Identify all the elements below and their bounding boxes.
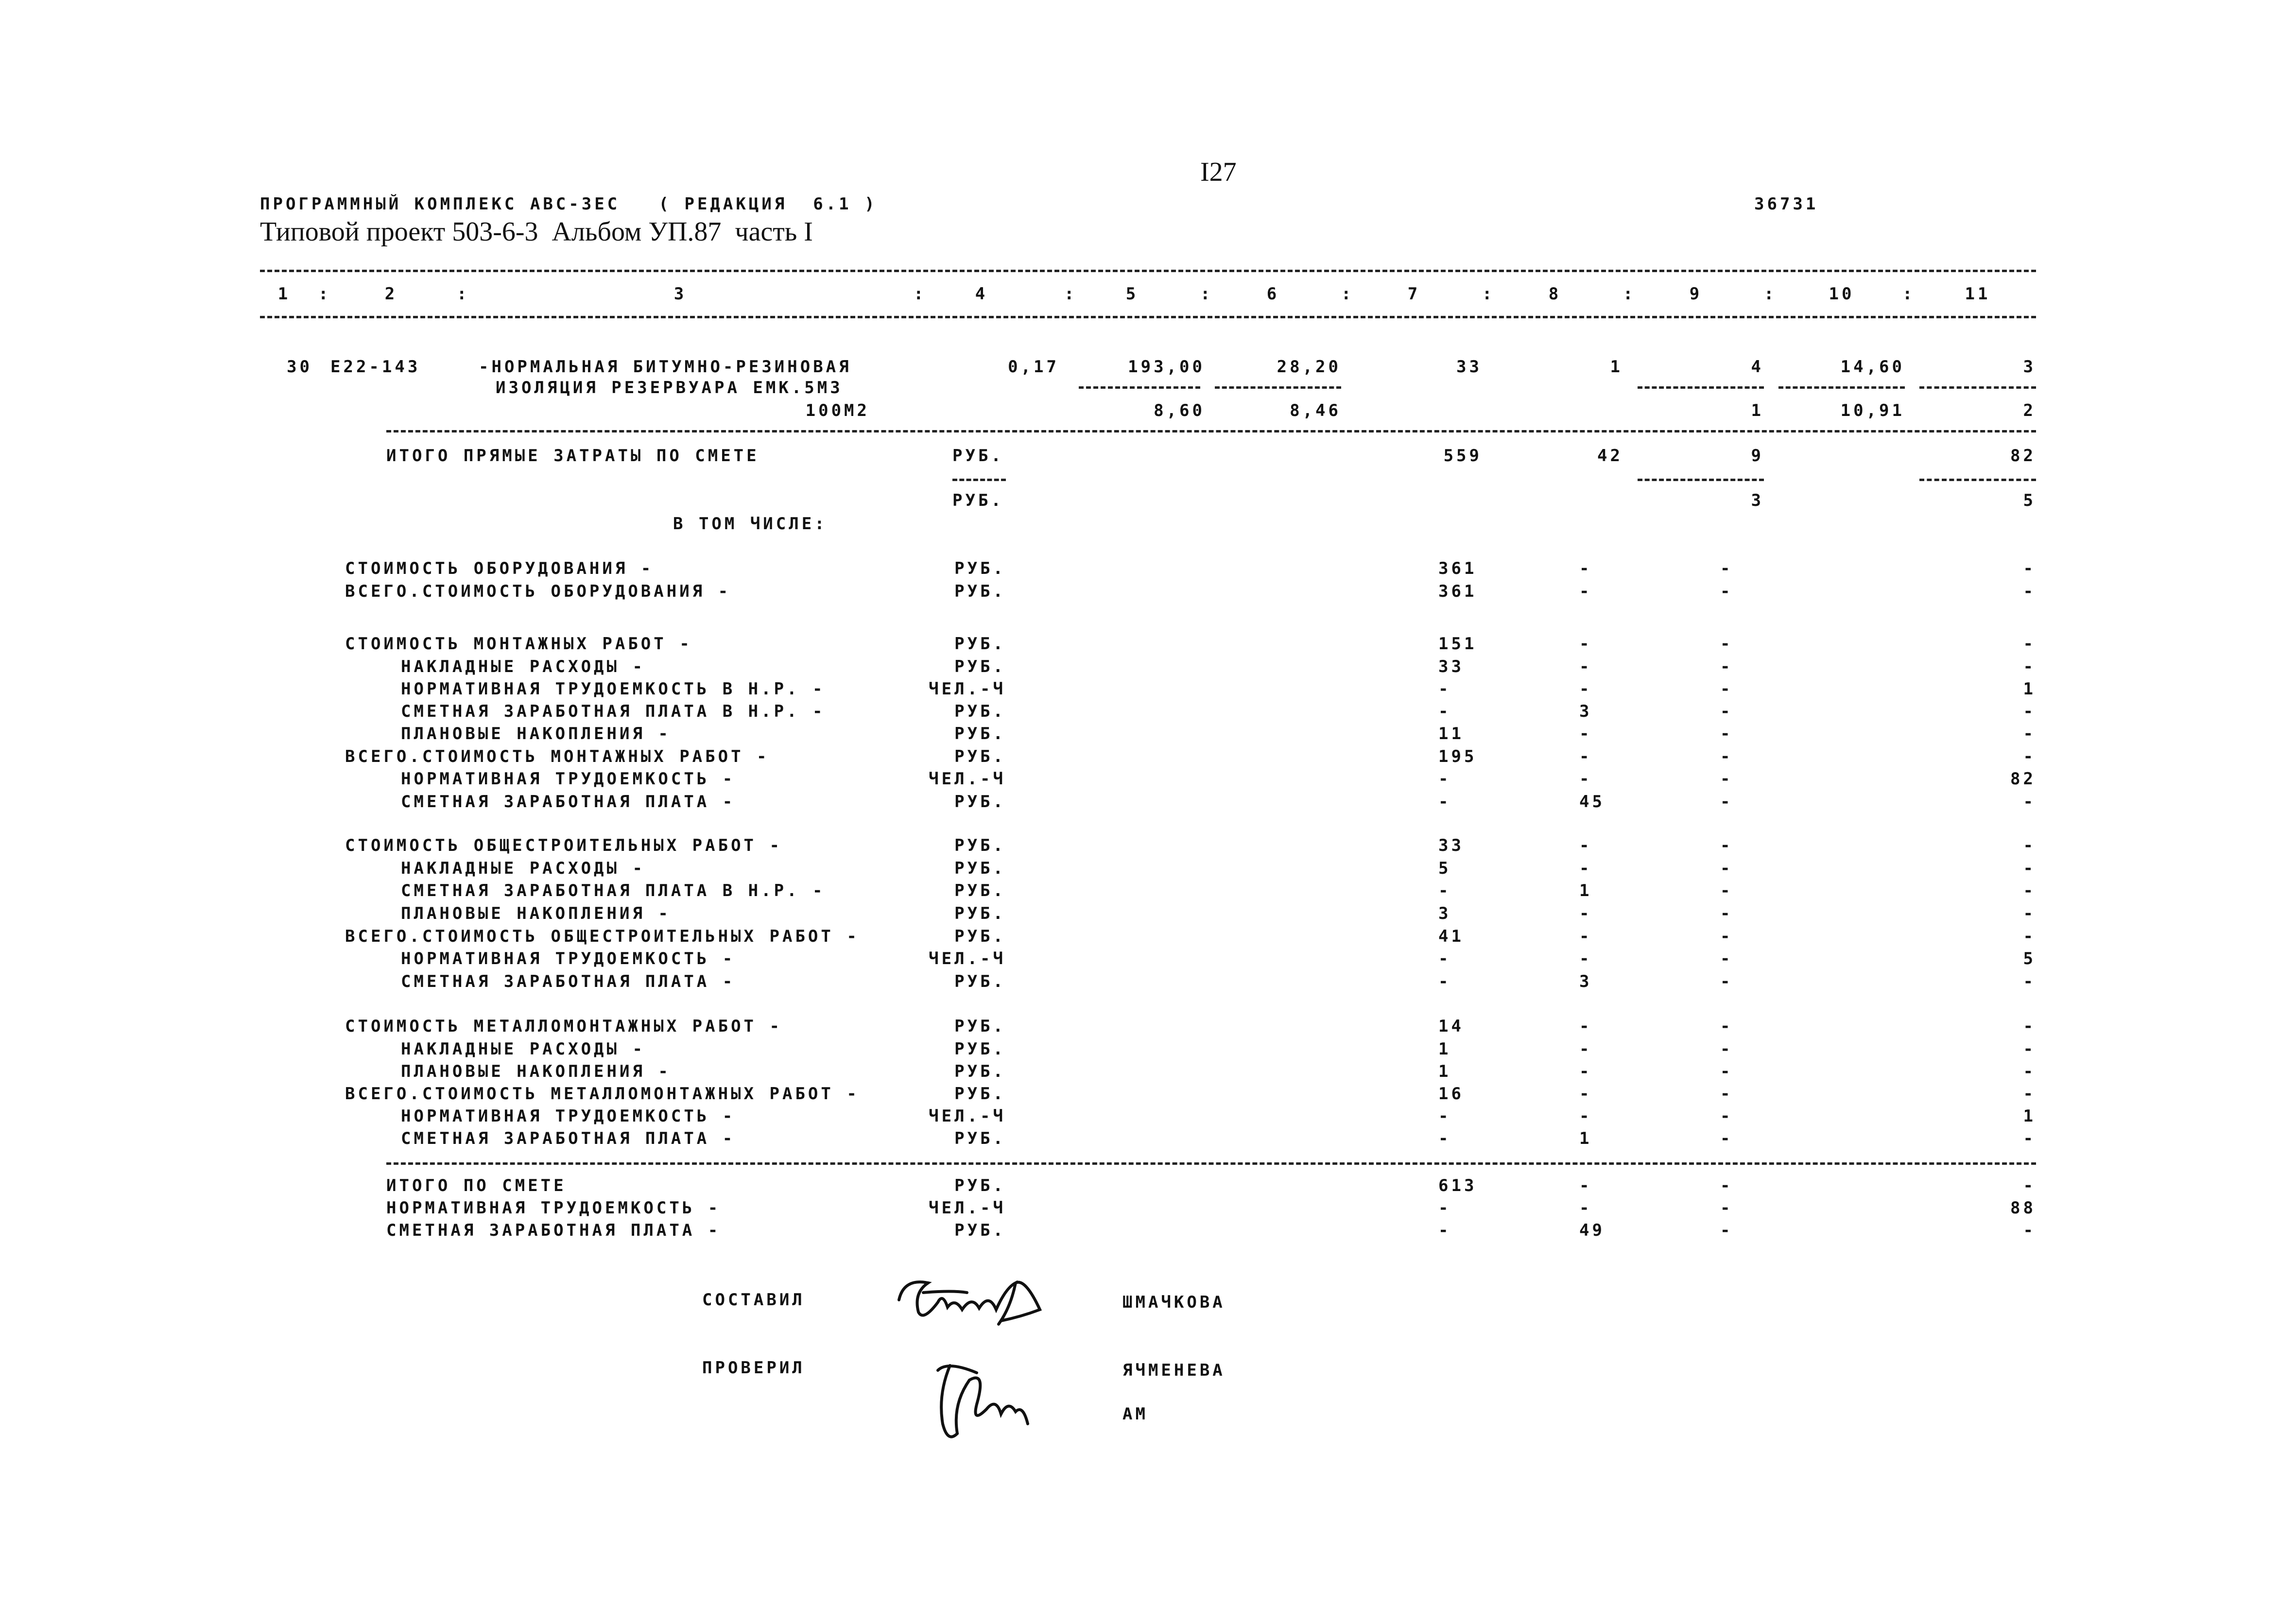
col-separator: : — [1064, 284, 1077, 304]
row-col11: - — [2023, 1129, 2036, 1148]
direct-costs-unit: РУБ. — [952, 446, 1004, 466]
col-header-2: 2 — [384, 284, 398, 304]
col-header-7: 7 — [1407, 284, 1421, 304]
col-header-10: 10 — [1829, 284, 1855, 304]
totals-col11: - — [2023, 1176, 2036, 1195]
row-label: НОРМАТИВНАЯ ТРУДОЕМКОСТЬ - — [401, 1106, 736, 1126]
col-separator: : — [1341, 284, 1354, 304]
row-col8: - — [1579, 1062, 1592, 1081]
row-col9: - — [1720, 1106, 1733, 1126]
row-unit: РУБ. — [954, 634, 1006, 654]
item-col5-second: 8,60 — [1154, 401, 1205, 420]
row-col7: 151 — [1438, 634, 1477, 654]
direct-costs-col11-second: 5 — [2023, 491, 2036, 510]
row-col8: - — [1579, 747, 1592, 766]
row-col8: - — [1579, 836, 1592, 855]
including-label: В ТОМ ЧИСЛЕ: — [673, 514, 828, 534]
row-col7: - — [1438, 1129, 1451, 1148]
row-col9: - — [1720, 949, 1733, 968]
row-col9: - — [1720, 904, 1733, 923]
totals-col11: - — [2023, 1221, 2036, 1240]
totals-unit: РУБ. — [954, 1221, 1006, 1240]
row-col7: 1 — [1438, 1062, 1451, 1081]
item-col6-second: 8,46 — [1290, 401, 1341, 420]
row-col7: 5 — [1438, 859, 1451, 878]
row-unit: РУБ. — [954, 559, 1006, 578]
item-rule-bottom — [386, 430, 2036, 432]
row-col8: - — [1579, 927, 1592, 946]
row-col11: - — [2023, 1017, 2036, 1036]
item-col9-second: 1 — [1751, 401, 1764, 420]
row-col7: - — [1438, 949, 1451, 968]
item-subrule-11 — [1919, 386, 2036, 389]
col-separator: : — [914, 284, 927, 304]
row-label: НОРМАТИВНАЯ ТРУДОЕМКОСТЬ - — [401, 949, 736, 968]
row-label: СТОИМОСТЬ ОБОРУДОВАНИЯ - — [345, 559, 654, 578]
row-label: СТОИМОСТЬ МОНТАЖНЫХ РАБОТ - — [345, 634, 692, 654]
row-unit: РУБ. — [954, 582, 1006, 601]
row-col9: - — [1720, 792, 1733, 812]
row-label: ВСЕГО.СТОИМОСТЬ МОНТАЖНЫХ РАБОТ - — [345, 747, 770, 766]
row-col9: - — [1720, 859, 1733, 878]
row-col11: - — [2023, 1039, 2036, 1059]
row-unit: РУБ. — [954, 1039, 1006, 1059]
row-col8: - — [1579, 1106, 1592, 1126]
col-separator: : — [1623, 284, 1636, 304]
item-subrule-9 — [1638, 386, 1764, 389]
row-label: СМЕТНАЯ ЗАРАБОТНАЯ ПЛАТА В Н.Р. - — [401, 881, 826, 900]
row-col11: - — [2023, 1062, 2036, 1081]
item-col8: 1 — [1610, 357, 1623, 377]
row-label: ВСЕГО.СТОИМОСТЬ МЕТАЛЛОМОНТАЖНЫХ РАБОТ - — [345, 1084, 860, 1104]
row-col7: 1 — [1438, 1039, 1451, 1059]
checked-by-name: ЯЧМЕНЕВА — [1122, 1361, 1226, 1380]
item-code: Е22-143 — [330, 357, 421, 377]
row-col9: - — [1720, 747, 1733, 766]
totals-label: ИТОГО ПО СМЕТЕ — [386, 1176, 567, 1195]
row-col8: - — [1579, 582, 1592, 601]
row-label: СТОИМОСТЬ ОБЩЕСТРОИТЕЛЬНЫХ РАБОТ - — [345, 836, 782, 855]
row-col8: - — [1579, 679, 1592, 699]
totals-col7: 613 — [1438, 1176, 1477, 1195]
row-col9: - — [1720, 634, 1733, 654]
row-unit: РУБ. — [954, 747, 1006, 766]
row-col9: - — [1720, 1062, 1733, 1081]
row-col11: 1 — [2023, 679, 2036, 699]
row-col7: 361 — [1438, 582, 1477, 601]
row-col8: 3 — [1579, 972, 1592, 991]
row-col7: 41 — [1438, 927, 1464, 946]
col-separator: : — [1902, 284, 1916, 304]
totals-unit: РУБ. — [954, 1176, 1006, 1195]
column-header-row — [0, 284, 2296, 309]
row-unit: РУБ. — [954, 1129, 1006, 1148]
direct-subrule-unit — [952, 479, 1006, 481]
col-header-11: 11 — [1965, 284, 1991, 304]
row-col11: - — [2023, 702, 2036, 721]
item-col7: 33 — [1456, 357, 1482, 377]
row-unit: ЧЕЛ.-Ч — [929, 769, 1006, 789]
row-col9: - — [1720, 559, 1733, 578]
row-col9: - — [1720, 1084, 1733, 1104]
program-line: ПРОГРАММНЫЙ КОМПЛЕКС АВС-3ЕС ( РЕДАКЦИЯ 6.1 ) — [260, 194, 878, 214]
row-col8: - — [1579, 1084, 1592, 1104]
row-col8: 1 — [1579, 1129, 1592, 1148]
row-col11: - — [2023, 972, 2036, 991]
compiled-by-label: СОСТАВИЛ — [702, 1290, 805, 1310]
row-label: ПЛАНОВЫЕ НАКОПЛЕНИЯ - — [401, 724, 671, 743]
totals-col11: 88 — [2010, 1198, 2036, 1218]
col-header-4: 4 — [975, 284, 988, 304]
item-col10-second: 10,91 — [1840, 401, 1905, 420]
row-label: ВСЕГО.СТОИМОСТЬ ОБОРУДОВАНИЯ - — [345, 582, 731, 601]
row-label: НАКЛАДНЫЕ РАСХОДЫ - — [401, 859, 645, 878]
row-unit: ЧЕЛ.-Ч — [929, 949, 1006, 968]
row-col9: - — [1720, 836, 1733, 855]
row-unit: РУБ. — [954, 792, 1006, 812]
totals-col9: - — [1720, 1221, 1733, 1240]
row-unit: РУБ. — [954, 972, 1006, 991]
item-subrule-6 — [1215, 386, 1341, 389]
row-col9: - — [1720, 582, 1733, 601]
row-col9: - — [1720, 702, 1733, 721]
row-col9: - — [1720, 972, 1733, 991]
item-col5: 193,00 — [1128, 357, 1205, 377]
row-col7: 11 — [1438, 724, 1464, 743]
row-col7: 33 — [1438, 836, 1464, 855]
row-col8: - — [1579, 769, 1592, 789]
row-label: НАКЛАДНЫЕ РАСХОДЫ - — [401, 1039, 645, 1059]
item-description-2: ИЗОЛЯЦИЯ РЕЗЕРВУАРА ЕМК.5М3 — [496, 378, 843, 397]
row-label: НОРМАТИВНАЯ ТРУДОЕМКОСТЬ - — [401, 769, 736, 789]
row-col8: - — [1579, 657, 1592, 676]
row-col7: 33 — [1438, 657, 1464, 676]
totals-unit: ЧЕЛ.-Ч — [929, 1198, 1006, 1218]
item-col4: 0,17 — [1008, 357, 1059, 377]
col-separator: : — [1200, 284, 1213, 304]
row-col7: - — [1438, 769, 1451, 789]
row-col7: 361 — [1438, 559, 1477, 578]
row-col11: - — [2023, 792, 2036, 812]
row-unit: РУБ. — [954, 1017, 1006, 1036]
row-col11: - — [2023, 836, 2036, 855]
direct-costs-col9: 9 — [1751, 446, 1764, 466]
row-unit: ЧЕЛ.-Ч — [929, 679, 1006, 699]
item-number: 30 — [287, 357, 312, 377]
row-col7: - — [1438, 881, 1451, 900]
col-separator: : — [457, 284, 470, 304]
col-header-1: 1 — [277, 284, 291, 304]
item-col11: 3 — [2023, 357, 2036, 377]
row-col8: 45 — [1579, 792, 1605, 812]
compiled-by-name: ШМАЧКОВА — [1122, 1293, 1226, 1312]
totals-col9: - — [1720, 1198, 1733, 1218]
row-unit: РУБ. — [954, 1062, 1006, 1081]
row-label: НОРМАТИВНАЯ ТРУДОЕМКОСТЬ В Н.Р. - — [401, 679, 826, 699]
row-label: СМЕТНАЯ ЗАРАБОТНАЯ ПЛАТА - — [401, 792, 736, 812]
row-col8: 1 — [1579, 881, 1592, 900]
row-col11: - — [2023, 582, 2036, 601]
item-col10: 14,60 — [1840, 357, 1905, 377]
row-unit: РУБ. — [954, 657, 1006, 676]
row-unit: РУБ. — [954, 702, 1006, 721]
item-description-1: -НОРМАЛЬНАЯ БИТУМНО-РЕЗИНОВАЯ — [479, 357, 852, 377]
row-col8: - — [1579, 1017, 1592, 1036]
direct-costs-label: ИТОГО ПРЯМЫЕ ЗАТРАТЫ ПО СМЕТЕ — [386, 446, 760, 466]
totals-col8: - — [1579, 1176, 1592, 1195]
row-col8: - — [1579, 904, 1592, 923]
row-col11: 82 — [2010, 769, 2036, 789]
item-subrule-10 — [1778, 386, 1905, 389]
row-col11: - — [2023, 657, 2036, 676]
row-col11: - — [2023, 927, 2036, 946]
col-header-8: 8 — [1548, 284, 1562, 304]
col-header-5: 5 — [1125, 284, 1139, 304]
row-label: СМЕТНАЯ ЗАРАБОТНАЯ ПЛАТА - — [401, 1129, 736, 1148]
checked-by-name-2: АМ — [1122, 1404, 1148, 1424]
direct-costs-col7: 559 — [1443, 446, 1482, 466]
direct-costs-unit-2: РУБ. — [952, 491, 1004, 510]
row-col7: 195 — [1438, 747, 1477, 766]
row-unit: РУБ. — [954, 927, 1006, 946]
row-col7: 16 — [1438, 1084, 1464, 1104]
row-label: СМЕТНАЯ ЗАРАБОТНАЯ ПЛАТА - — [401, 972, 736, 991]
row-col7: - — [1438, 1106, 1451, 1126]
row-col11: 1 — [2023, 1106, 2036, 1126]
item-unit: 100М2 — [805, 401, 870, 420]
row-col8: 3 — [1579, 702, 1592, 721]
row-col8: - — [1579, 634, 1592, 654]
row-col7: 14 — [1438, 1017, 1464, 1036]
row-col8: - — [1579, 724, 1592, 743]
row-col7: - — [1438, 972, 1451, 991]
totals-col7: - — [1438, 1221, 1451, 1240]
row-col9: - — [1720, 927, 1733, 946]
direct-subrule-9 — [1638, 479, 1764, 481]
row-unit: РУБ. — [954, 881, 1006, 900]
row-col7: - — [1438, 679, 1451, 699]
row-col9: - — [1720, 881, 1733, 900]
row-unit: РУБ. — [954, 724, 1006, 743]
row-col7: - — [1438, 702, 1451, 721]
checked-by-label: ПРОВЕРИЛ — [702, 1358, 805, 1378]
direct-costs-col9-second: 3 — [1751, 491, 1764, 510]
row-col9: - — [1720, 1039, 1733, 1059]
col-separator: : — [1764, 284, 1777, 304]
row-col9: - — [1720, 724, 1733, 743]
direct-costs-col11: 82 — [2010, 446, 2036, 466]
row-col11: - — [2023, 881, 2036, 900]
row-unit: ЧЕЛ.-Ч — [929, 1106, 1006, 1126]
row-label: ПЛАНОВЫЕ НАКОПЛЕНИЯ - — [401, 904, 671, 923]
col-header-3: 3 — [673, 284, 687, 304]
totals-rule-top — [386, 1162, 2036, 1165]
totals-col8: - — [1579, 1198, 1592, 1218]
row-unit: РУБ. — [954, 836, 1006, 855]
row-unit: РУБ. — [954, 904, 1006, 923]
row-col9: - — [1720, 1129, 1733, 1148]
row-col9: - — [1720, 679, 1733, 699]
row-unit: РУБ. — [954, 1084, 1006, 1104]
col-header-9: 9 — [1689, 284, 1703, 304]
project-line: Типовой проект 503-6-3 Альбом УП.87 часть I — [260, 217, 813, 247]
row-col11: 5 — [2023, 949, 2036, 968]
header-rule-bottom — [260, 316, 2036, 318]
row-col8: - — [1579, 949, 1592, 968]
item-col6: 28,20 — [1277, 357, 1341, 377]
compiler-signature — [894, 1263, 1054, 1331]
row-col11: - — [2023, 747, 2036, 766]
row-col11: - — [2023, 904, 2036, 923]
direct-subrule-11 — [1919, 479, 2036, 481]
row-col8: - — [1579, 559, 1592, 578]
col-header-6: 6 — [1266, 284, 1280, 304]
header-rule-top — [260, 270, 2036, 272]
row-col8: - — [1579, 859, 1592, 878]
row-col11: - — [2023, 859, 2036, 878]
col-separator: : — [318, 284, 331, 304]
row-unit: РУБ. — [954, 859, 1006, 878]
direct-costs-col8: 42 — [1597, 446, 1623, 466]
totals-col7: - — [1438, 1198, 1451, 1218]
row-label: НАКЛАДНЫЕ РАСХОДЫ - — [401, 657, 645, 676]
row-col7: 3 — [1438, 904, 1451, 923]
row-label: СМЕТНАЯ ЗАРАБОТНАЯ ПЛАТА В Н.Р. - — [401, 702, 826, 721]
totals-col9: - — [1720, 1176, 1733, 1195]
col-separator: : — [1482, 284, 1495, 304]
item-col11-second: 2 — [2023, 401, 2036, 420]
row-label: СТОИМОСТЬ МЕТАЛЛОМОНТАЖНЫХ РАБОТ - — [345, 1017, 782, 1036]
row-label: ВСЕГО.СТОИМОСТЬ ОБЩЕСТРОИТЕЛЬНЫХ РАБОТ - — [345, 927, 860, 946]
item-col9: 4 — [1751, 357, 1764, 377]
row-col11: - — [2023, 634, 2036, 654]
row-col7: - — [1438, 792, 1451, 812]
totals-col8: 49 — [1579, 1221, 1605, 1240]
row-col9: - — [1720, 769, 1733, 789]
item-subrule-5 — [1079, 386, 1200, 389]
page-number: I27 — [1200, 157, 1237, 187]
row-col8: - — [1579, 1039, 1592, 1059]
row-col11: - — [2023, 724, 2036, 743]
row-col9: - — [1720, 657, 1733, 676]
row-col11: - — [2023, 559, 2036, 578]
totals-label: НОРМАТИВНАЯ ТРУДОЕМКОСТЬ - — [386, 1198, 721, 1218]
checker-signature — [923, 1351, 1040, 1448]
row-col11: - — [2023, 1084, 2036, 1104]
doc-code: 36731 — [1754, 194, 1819, 214]
row-label: ПЛАНОВЫЕ НАКОПЛЕНИЯ - — [401, 1062, 671, 1081]
row-col9: - — [1720, 1017, 1733, 1036]
totals-label: СМЕТНАЯ ЗАРАБОТНАЯ ПЛАТА - — [386, 1221, 721, 1240]
